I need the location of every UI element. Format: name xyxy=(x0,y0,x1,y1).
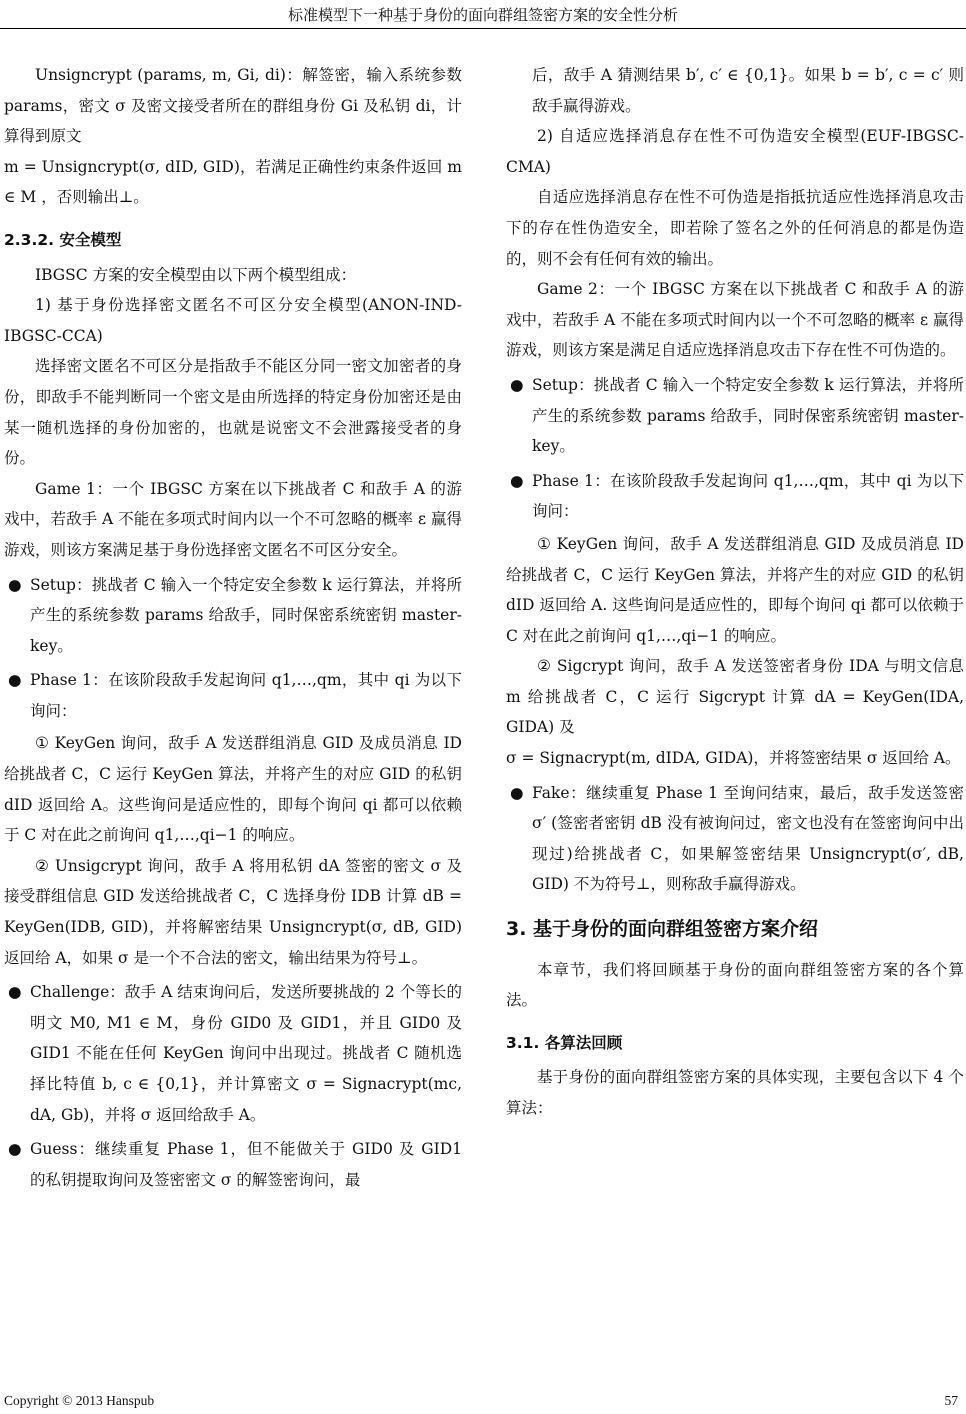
section-heading-3-1: 3.1. 各算法回顾 xyxy=(506,1033,623,1052)
bullet-icon: ● xyxy=(8,1140,22,1159)
bullet-icon: ● xyxy=(8,671,22,690)
sigcrypt-query: ② Sigcrypt 询问，敌手 A 发送签密者身份 IDA 与明文信息 m 给挑战者 C，C 运行 Sigcrypt 计算 dA = KeyGen(IDA, GIDA) 及 xyxy=(506,657,964,737)
header-rule xyxy=(0,28,966,29)
bullet-icon: ● xyxy=(510,471,524,490)
list-item-setup: ● Setup：挑战者 C 输入一个特定安全参数 k 运行算法，并将所产生的系统参数 params 给敌手，同时保密系统密钥 master-key。 xyxy=(506,370,964,462)
list-item-fake: ● Fake：继续重复 Phase 1 至询问结束，最后，敌手发送签密 σ′ (签密者密钥 dB 没有被询问过，密文也没有在签密询问中出现过)给挑战者 C，如果解签密结果 Unsigncrypt(σ′, dB, GID) 不为符号⊥，则称敌手赢得游戏。 xyxy=(506,778,964,900)
page-number: 57 xyxy=(944,1393,958,1408)
bullet-icon: ● xyxy=(510,783,524,802)
bullet-icon: ● xyxy=(510,375,524,394)
model-2-description: 自适应选择消息存在性不可伪造是指抵抗适应性选择消息攻击下的存在性伪造安全，即若除了签名之外的任何消息的都是伪造的，则不会有任何有效的输出。 xyxy=(506,188,964,268)
list-item-phase1: ● Phase 1：在该阶段敌手发起询问 q1,…,qm，其中 qi 为以下询问： xyxy=(506,466,964,527)
keygen-query: ① KeyGen 询问，敌手 A 发送群组消息 GID 及成员消息 ID 给挑战者 C，C 运行 KeyGen 算法，并将产生的对应 GID 的私钥 dID 返回给 A. 这些询问是适应性的，即每个询问 qi 都可以依赖于 C 对在此之前询问 q1,…,qi−1 的响应。 xyxy=(506,534,964,645)
security-model-intro: IBGSC 方案的安全模型由以下两个模型组成： xyxy=(35,265,357,284)
model-2-title: 2) 自适应选择消息存在性不可伪造安全模型(EUF-IBGSC-CMA) xyxy=(506,127,964,176)
list-item-challenge: ● Challenge：敌手 A 结束询问后，发送所要挑战的 2 个等长的明文 M0, M1 ∈ M，身份 GID0 及 GID1，并且 GID0 及 GID1 不能在任何 KeyGen 询问中出现过。挑战者 C 随机选择比特值 b, c ∈ {0,1}，并计算密文 σ = Signacrypt(mc, dA, Gb)，并将 σ 返回给敌手 A。 xyxy=(4,977,462,1130)
section-heading-2-3-2: 2.3.2. 安全模型 xyxy=(4,230,122,249)
section-heading-3: 3. 基于身份的面向群组签密方案介绍 xyxy=(506,918,819,941)
signacrypt-formula: σ = Signacrypt(m, dIDA, GIDA)，并将签密结果 σ 返回给 A。 xyxy=(506,749,961,768)
section-3-intro: 本章节，我们将回顾基于身份的面向群组签密方案的各个算法。 xyxy=(506,960,964,1010)
list-item-setup: ● Setup：挑战者 C 输入一个特定安全参数 k 运行算法，并将所产生的系统参数 params 给敌手，同时保密系统密钥 master-key。 xyxy=(4,570,462,662)
bullet-icon: ● xyxy=(8,983,22,1002)
bullet-icon: ● xyxy=(8,575,22,594)
list-item-phase1: ● Phase 1：在该阶段敌手发起询问 q1,…,qm，其中 qi 为以下询问： xyxy=(4,665,462,726)
algorithms-intro: 基于身份的面向群组签密方案的具体实现，主要包含以下 4 个算法： xyxy=(506,1068,964,1117)
model-1-title: 1) 基于身份选择密文匿名不可区分安全模型(ANON-IND-IBGSC-CCA) xyxy=(4,296,462,345)
copyright: Copyright © 2013 Hanspub xyxy=(4,1393,155,1408)
unsigcrypt-query: ② Unsigcrypt 询问，敌手 A 将用私钥 dA 签密的密文 σ 及接受群组信息 GID 发送给挑战者 C，C 选择身份 IDB 计算 dB = KeyGen(IDB, GID)，并将解密结果 Unsigncrypt(σ, dB, GID) 返回给 A，如果 σ 是一个不合法的密文，输出结果为符号⊥。 xyxy=(4,856,462,967)
unsigncrypt-definition: Unsigncrypt (params, m, Gi, di)：解签密，输入系统参数 params，密文 σ 及密文接受者所在的群组身份 Gi 及私钥 di，计算得到原文 xyxy=(4,66,462,146)
left-column xyxy=(4,60,462,1197)
unsigncrypt-formula: m = Unsigncrypt(σ, dID, GID)，若满足正确性约束条件返回 m ∈ M ，否则输出⊥。 xyxy=(4,157,462,207)
list-item-guess: ● Guess：继续重复 Phase 1，但不能做关于 GID0 及 GID1 的私钥提取询问及签密密文 σ 的解签密询问，最 xyxy=(4,1134,462,1195)
game-2-description: Game 2：一个 IBGSC 方案在以下挑战者 C 和敌手 A 的游戏中，若敌手 A 不能在多项式时间内以一个不可忽略的概率 ε 赢得游戏，则该方案是满足自适应选择消息攻击下存在性不可伪造的。 xyxy=(506,280,964,360)
keygen-query: ① KeyGen 询问，敌手 A 发送群组消息 GID 及成员消息 ID 给挑战者 C，C 运行 KeyGen 算法，并将产生的对应 GID 的私钥 dID 返回给 A。这些询问是适应性的，即每个询问 qi 都可以依赖于 C 对在此之前询问 q1,…,qi−1 的响应。 xyxy=(4,734,462,845)
model-1-description: 选择密文匿名不可区分是指敌手不能区分同一密文加密者的身份，即敌手不能判断同一个密文是由所选择的特定身份加密还是由某一随机选择的身份加密的，也就是说密文不会泄露接受者的身份。 xyxy=(4,357,462,468)
right-column xyxy=(506,60,964,1124)
guess-continuation: 后，敌手 A 猜测结果 b′, c′ ∈ {0,1}。如果 b = b′, c = c′ 则敌手赢得游戏。 xyxy=(532,66,964,115)
game-1-description: Game 1：一个 IBGSC 方案在以下挑战者 C 和敌手 A 的游戏中，若敌手 A 不能在多项式时间内以一个不可忽略的概率 ε 赢得游戏，则该方案满足基于身份选择密文匿名不可区分安全。 xyxy=(4,479,462,559)
running-header: 标准模型下一种基于身份的面向群组签密方案的安全性分析 xyxy=(287,6,678,24)
